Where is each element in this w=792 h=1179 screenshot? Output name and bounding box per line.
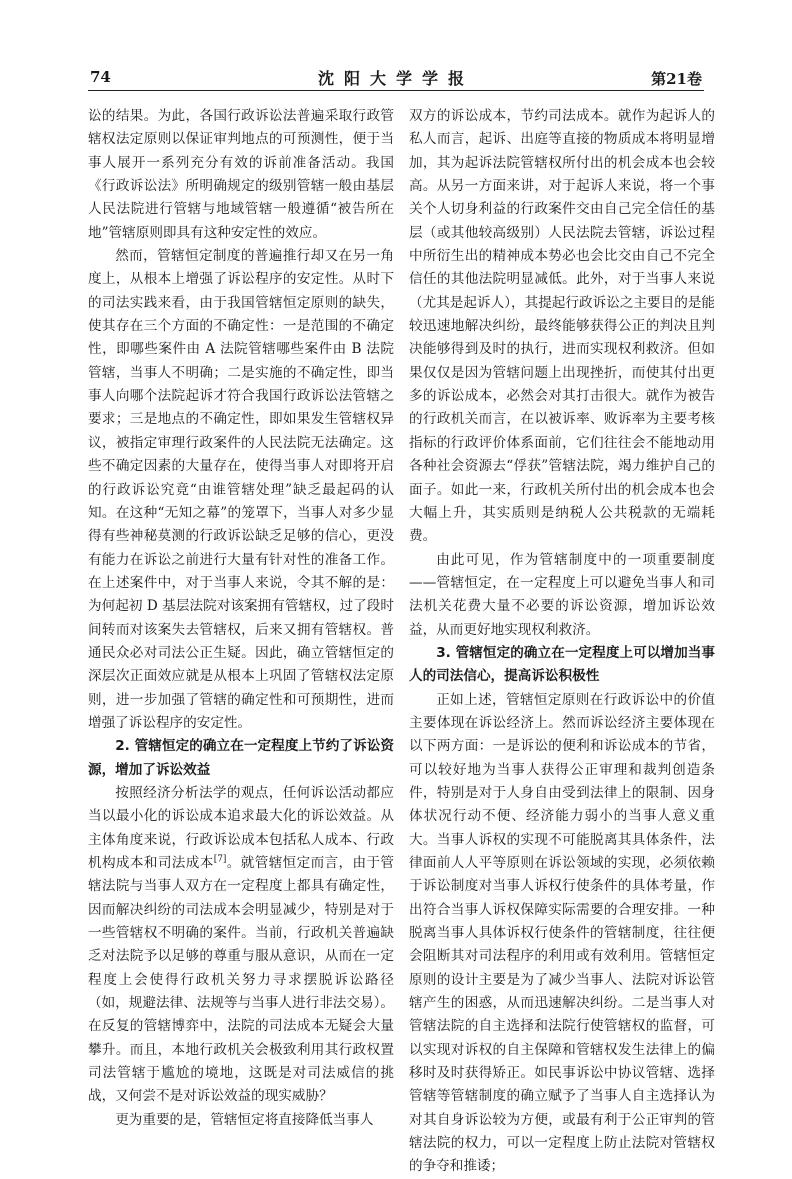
section-heading: 2. 管辖恒定的确立在一定程度上节约了诉讼资源，增加了诉讼效益 [88,738,394,778]
section-heading: 3. 管辖恒定的确立在一定程度上可以增加当事人的司法信心，提高诉讼积极性 [409,644,715,685]
paragraph: 讼的结果。为此，各国行政诉讼法普遍采取行政管辖权法定原则以保证审判地点的可预测性，便于当事人展开一系列充分有效的诉前准备活动。我国《行政诉讼法》所明确规定的级别管辖一般由基层人民法院进行管辖与地域管辖一般遵循“被告所在地”管辖原则即具有这种安定性的效应。 [88,108,394,241]
page-number: 74 [90,68,111,86]
paragraph: 双方的诉讼成本，节约司法成本。就作为起诉人的私人而言，起诉、出庭等直接的物质成本将明显增加，其为起诉法院管辖权所付出的机会成本也会较高。从另一方面来讲，对于起诉人来说，将一个事关个人切身利益的行政案件交由自己完全信任的基层（或其他较高级别）人民法院去管辖，诉讼过程中所衍生出的精神成本势必也会比交由自己不完全信任的其他法院明显减低。此外，对于当事人来说（尤其是起诉人），其提起行政诉讼之主要目的是能较迅速地解决纠纷，最终能够获得公正的判决且判决能够得到及时的执行，进而实现权利救济。但如果仅仅是因为管辖问题上出现挫折，而使其付出更多的诉讼成本，必然会对其打击很大。就作为被告的行政机关而言，在以被诉率、败诉率为主要考核指标的行政评价体系面前，它们往往会不能地动用各种社会资源去“俘获”管辖法院，竭力维护自己的面子。如此一来，行政机关所付出的机会成本也会大幅上升，其实质则是纳税人公共税款的无端耗费。 [409,108,715,545]
paragraph: 正如上述，管辖恒定原则在行政诉讼中的价值主要体现在诉讼经济上。然而诉讼经济主要体现在以下两方面：一是诉讼的便利和诉讼成本的节省，可以较好地为当事人获得公正审理和裁判创造条件，特别是对于人身自由受到法律上的限制、因身体状况行动不便、经济能力弱小的当事人意义重大。当事人诉权的实现不可能脱离其具体条件，法律面前人人平等原则在诉讼领域的实现，必须依赖于诉讼制度对当事人诉权行使条件的具体考量，作出符合当事人诉权保障实际需要的合理安排。一种脱离当事人具体诉权行使条件的管辖制度，往往便会阻断其对司法程序的利用或有效利用。管辖恒定原则的设计主要是为了减少当事人、法院对诉讼管辖产生的困惑，从而迅速解决纠纷。二是当事人对管辖法院的自主选择和法院行使管辖权的监督，可以实现对诉权的自主保障和管辖权发生法律上的偏移时及时获得矫正。如民事诉讼中协议管辖、选择管辖等管辖制度的确立赋予了当事人自主选择认为对其自身诉讼较为方便，或最有利于公正审判的管辖法院的权力，可以一定程度上防止法院对管辖权的争夺和推诿； [409,691,715,1175]
right-column [409,105,715,1179]
paragraph: 然而，管辖恒定制度的普遍推行却又在另一角度上，从根本上增强了诉讼程序的安定性。从时下的司法实践来看，由于我国管辖恒定原则的缺失，使其存在三个方面的不确定性：一是范围的不确定性，即哪些案件由 A 法院管辖哪些案件由 B 法院管辖，当事人不明确；二是实施的不确定性，即当事人向哪个法院起诉才符合我国行政诉讼法管辖之要求；三是地点的不确定性，即如果发生管辖权异议，被指定审理行政案件的人民法院无法确定。这些不确定因素的大量存在，使得当事人对即将开启的行政诉讼究竟“由谁管辖处理”缺乏最起码的认知。在这种“无知之幕”的笼罩下，当事人对多少显得有些神秘莫测的行政诉讼缺乏足够的信心，更没有能力在诉讼之前进行大量有针对性的准备工作。在上述案件中，对于当事人来说，令其不解的是：为何起初 D 基层法院对该案拥有管辖权，过了段时间转而对该案失去管辖权，后来又拥有管辖权。普通民众必对司法公正生疑。因此，确立管辖恒定的深层次正面效应就是从根本上巩固了管辖权法定原则，进一步加强了管辖的确定性和可预期性，进而增强了诉讼程序的安定性。 [88,248,394,731]
paragraph-with-citation [88,782,394,1109]
paragraph: 更为重要的是，管辖恒定将直接降低当事人 [115,1111,374,1128]
paragraph-text: 。就管辖恒定而言，由于管辖法院与当事人双方在一定程度上都具有确定性，因而解决纠纷的司法成本会明显减少，特别是对于一些管辖权不明确的案件。当前，行政机关普遍缺乏对法院予以足够的尊重与服从意识，从而在一定程度上会使得行政机关努力寻求摆脱诉讼路径（如，规避法律、法规等与当事人进行非法交易）。在反复的管辖博弈中，法院的司法成本无疑会大量攀升。而且，本地行政机关会极致利用其行政权置司法管辖于尴尬的境地，这既是对司法威信的挑战，又何尝不是对诉讼效益的现实威胁？ [88,855,395,1105]
journal-title: 沈阳大学学报 [317,69,474,88]
paragraph: 由此可见，作为管辖制度中的一项重要制度——管辖恒定，在一定程度上可以避免当事人和司法机关花费大量不必要的诉讼资源，增加诉讼效益，从而更好地实现权利救济。 [409,551,715,638]
left-column [88,105,394,1132]
volume-label: 第21卷 [651,70,702,88]
page-header [88,60,704,91]
paragraph-text: 按照经济分析法学的观点，任何诉讼活动都应当以最小化的诉讼成本追求最大化的诉讼效益。从主体角度来说，行政诉讼成本包括私人成本、行政机构成本和司法成本 [88,784,394,871]
citation-ref: [7] [213,854,227,865]
